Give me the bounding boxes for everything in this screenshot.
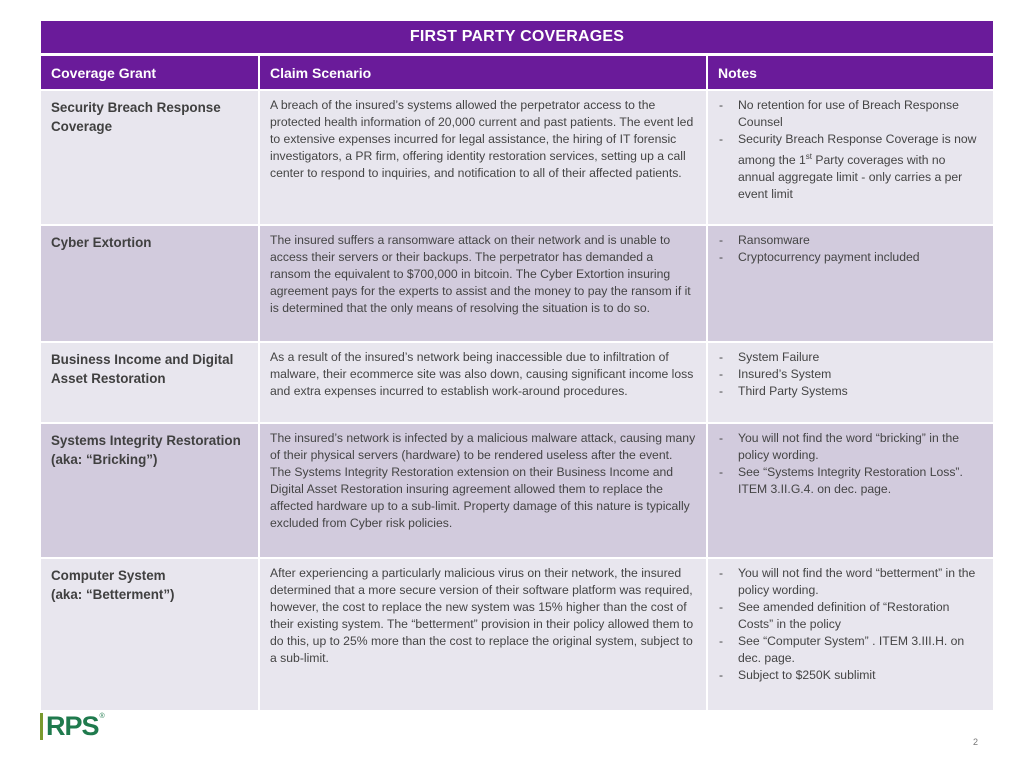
table-row [41, 424, 993, 557]
coverage-grant-cell [41, 343, 258, 422]
notes-cell [708, 91, 993, 224]
note-item: - See “Computer System” . ITEM 3.III.H. on dec. page. [719, 634, 965, 665]
grant-line: Systems Integrity Restoration [51, 433, 241, 448]
note-item: - Security Breach Response Coverage is now among the 1st Party coverages with no annual aggregate limit - only carries a per event limit [719, 132, 977, 202]
grant-line: Asset Restoration [51, 371, 166, 386]
note-item: - You will not find the word “bricking” in the policy wording. [719, 431, 960, 462]
coverage-grant-cell [41, 424, 258, 557]
table-title: FIRST PARTY COVERAGES [41, 21, 993, 53]
notes-cell [708, 343, 993, 422]
header-claim-scenario: Claim Scenario [260, 56, 706, 89]
claim-scenario-cell: As a result of the insured’s network being inaccessible due to infiltration of malware, their ecommerce site was also down, causing significant income loss and extra expenses incurred to establish work-around procedures. [260, 343, 706, 422]
table-row [41, 343, 993, 422]
grant-line: (aka: “Betterment”) [51, 587, 175, 602]
coverage-grant-cell [41, 91, 258, 224]
claim-scenario-cell: A breach of the insured’s systems allowed the perpetrator access to the protected health information of 20,000 current and past patients. The event led to extensive expenses incurred for legal assistance, the hiring of IT forensic investigators, a PR firm, offering identity restoration services, setting up a call center to respond to inquiries, and notification to all of their affected patients. [260, 91, 706, 224]
note-item: - See amended definition of “Restoration Costs” in the policy [719, 600, 950, 631]
grant-line: Security Breach Response [51, 100, 221, 115]
coverage-grant-cell [41, 226, 258, 341]
rps-logo [40, 713, 105, 740]
notes-cell [708, 559, 993, 710]
grant-line: (aka: “Bricking”) [51, 452, 158, 467]
grant-line: Cyber Extortion [51, 235, 152, 250]
table-row [41, 559, 993, 710]
notes-cell [708, 226, 993, 341]
note-item: - Ransomware [719, 233, 810, 247]
note-item: - Third Party Systems [719, 384, 848, 398]
note-item: - Cryptocurrency payment included [719, 250, 920, 264]
table-row [41, 226, 993, 341]
note-item: - See “Systems Integrity Restoration Loss”. ITEM 3.II.G.4. on dec. page. [719, 465, 963, 496]
logo-text: RPS [46, 711, 99, 741]
logo-bar-icon [40, 713, 43, 740]
grant-line: Business Income and Digital [51, 352, 234, 367]
note-item: - System Failure [719, 350, 820, 364]
claim-scenario-cell: The insured suffers a ransomware attack on their network and is unable to access their servers or their backups. The perpetrator has demanded a ransom the equivalent to $700,000 in bitcoin. The Cyber Extortion insuring agreement pays for the experts to assist and the money to pay the ransom if it is determined that the only means of resolving the situation is to do so. [260, 226, 706, 341]
note-security-breach: Security Breach Response Coverage is now among the 1st Party coverages with no annual aggregate limit - only carries a per event limit [738, 132, 977, 202]
claim-scenario-cell: After experiencing a particularly malicious virus on their network, the insured determined that a more secure version of their software platform was required, however, the cost to replace the new system was 15% higher than the cost of their existing system. The “betterment” provision in their policy allowed them to do this, up to 25% more than the cost to replace the original system, subject to a sub-limit. [260, 559, 706, 710]
table-header-row [41, 56, 993, 89]
page-number: 2 [973, 737, 979, 747]
note-item: - Subject to $250K sublimit [719, 668, 876, 682]
notes-cell [708, 424, 993, 557]
coverage-grant-cell [41, 559, 258, 710]
claim-scenario-cell: The insured’s network is infected by a malicious malware attack, causing many of their physical servers (hardware) to be rendered useless after the event. The Systems Integrity Restoration extension on their Business Income and Digital Asset Restoration insuring agreement allowed them to replace the affected hardware up to a sub-limit. Property damage of this nature is typically excluded from Cyber risk policies. [260, 424, 706, 557]
table-row [41, 91, 993, 224]
note-item: - No retention for use of Breach Response Counsel [719, 98, 959, 129]
header-notes: Notes [708, 56, 993, 89]
grant-line: Coverage [51, 119, 113, 134]
note-item: - You will not find the word “betterment” in the policy wording. [719, 566, 976, 597]
grant-line: Computer System [51, 568, 166, 583]
header-coverage-grant: Coverage Grant [41, 56, 258, 89]
note-item: - Insured’s System [719, 367, 832, 381]
registered-mark: ® [99, 713, 105, 720]
